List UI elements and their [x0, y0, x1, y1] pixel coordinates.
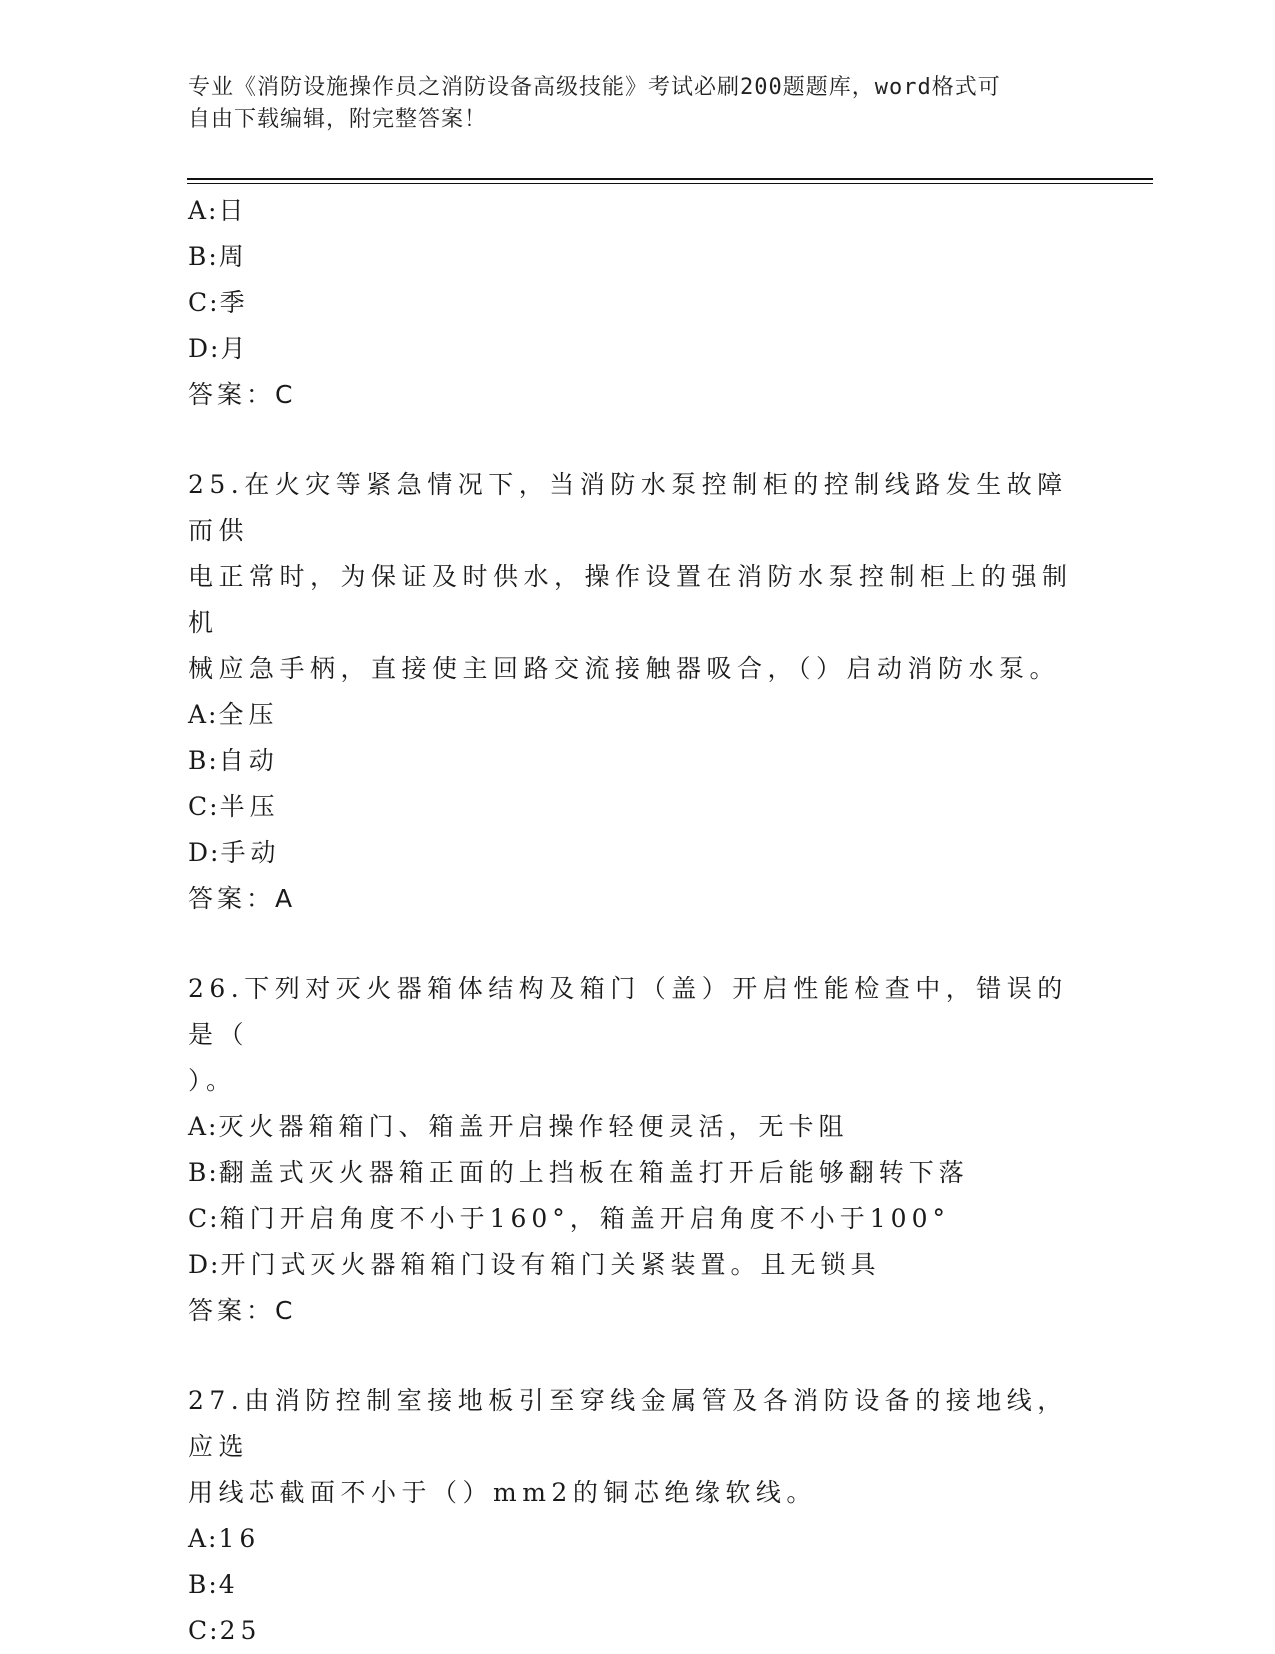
- header-rule-thin: [187, 183, 1153, 184]
- question-stem: [188, 462, 1088, 692]
- answer-line: 答案：C: [188, 1296, 295, 1325]
- stem-line: 26.下列对灭火器箱体结构及箱门（盖）开启性能检查中，错误的是（: [188, 974, 1068, 1049]
- question-content: [188, 188, 1088, 1654]
- header-line-2: 自由下载编辑，附完整答案！: [188, 107, 488, 132]
- document-header: [188, 72, 1068, 136]
- option-c: C:箱门开启角度不小于160°，箱盖开启角度不小于100°: [188, 1204, 950, 1233]
- option-b: B:翻盖式灭火器箱正面的上挡板在箱盖打开后能够翻转下落: [188, 1158, 969, 1187]
- option-a: A:全压: [188, 700, 279, 729]
- question-25: [188, 462, 1088, 922]
- question-stem: [188, 966, 1088, 1104]
- header-line-1: 专业《消防设施操作员之消防设备高级技能》考试必刷200题题库，word格式可: [188, 75, 1001, 100]
- stem-line: 用线芯截面不小于（）mm2的铜芯绝缘软线。: [188, 1478, 817, 1507]
- option-c: C:半压: [188, 792, 280, 821]
- stem-line: 械应急手柄，直接使主回路交流接触器吸合，（）启动消防水泵。: [188, 654, 1061, 683]
- question-26: [188, 966, 1088, 1334]
- option-a: A:16: [188, 1524, 261, 1553]
- answer-line: 答案：A: [188, 884, 295, 913]
- option-b: B:4: [188, 1570, 240, 1599]
- option-d: D:开门式灭火器箱箱门设有箱门关紧装置。且无锁具: [188, 1250, 881, 1279]
- option-b: B:自动: [188, 746, 279, 775]
- stem-line: 27.由消防控制室接地板引至穿线金属管及各消防设备的接地线，应选: [188, 1386, 1068, 1461]
- header-rule-thick: [187, 178, 1153, 180]
- stem-line: 电正常时，为保证及时供水，操作设置在消防水泵控制柜上的强制机: [188, 562, 1073, 637]
- option-b: B:周: [188, 242, 249, 271]
- stem-line: 25.在火灾等紧急情况下，当消防水泵控制柜的控制线路发生故障而供: [188, 470, 1068, 545]
- stem-line: ）。: [188, 1066, 237, 1095]
- option-d: D:手动: [188, 838, 281, 867]
- partial-question: [188, 188, 1088, 418]
- option-c: C:季: [188, 288, 250, 317]
- option-a: A:日: [188, 196, 249, 225]
- option-c: C:25: [188, 1616, 262, 1645]
- question-27: [188, 1378, 1088, 1654]
- option-d: D:月: [188, 334, 251, 363]
- answer-line: 答案：C: [188, 380, 295, 409]
- option-a: A:灭火器箱箱门、箱盖开启操作轻便灵活，无卡阻: [188, 1112, 849, 1141]
- question-stem: [188, 1378, 1088, 1516]
